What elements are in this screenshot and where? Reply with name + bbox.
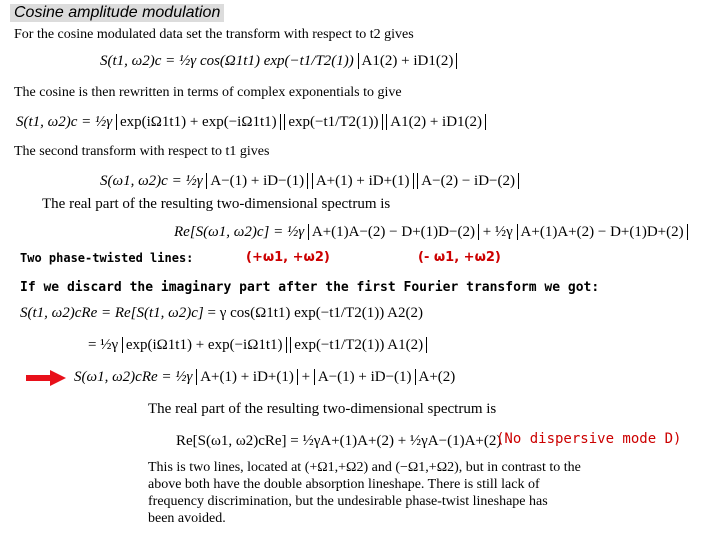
equation-3-term-a: A−(1) + iD−(1) bbox=[206, 173, 308, 189]
equation-2-mid: exp(iΩ1t1) + exp(−iΩ1t1) bbox=[116, 114, 281, 130]
equation-6-plus: + bbox=[301, 369, 311, 385]
peak-position-2: (- ω1, +ω2) bbox=[418, 250, 501, 265]
intro-text-1: For the cosine modulated data set the transform with respect to t2 gives bbox=[14, 27, 414, 42]
conclusion-line-3: frequency discrimination, but the undesirable phase-twist lineshape has bbox=[148, 494, 548, 509]
equation-6-tail: A+(2) bbox=[418, 369, 456, 385]
equation-6-term-b: A−(1) + iD−(1) bbox=[314, 369, 416, 385]
equation-5b-rhs: exp(−t1/T2(1)) A1(2) bbox=[290, 337, 427, 353]
lines-label: Two phase-twisted lines: bbox=[20, 251, 194, 265]
peak-position-1: (+ω1, +ω2) bbox=[246, 250, 330, 265]
discard-text: If we discard the imaginary part after the first Fourier transform we got: bbox=[20, 280, 600, 295]
equation-4-mid: + ½γ bbox=[482, 224, 513, 240]
equation-6 bbox=[74, 368, 455, 386]
equation-1-rhs: A1(2) + iD1(2) bbox=[358, 53, 458, 69]
equation-7: Re[S(ω1, ω2)cRe] = ½γA+(1)A+(2) + ½γA−(1)A+(2) bbox=[176, 433, 502, 449]
intro-text-2: The cosine is then rewritten in terms of complex exponentials to give bbox=[14, 85, 402, 100]
equation-6-lhs: S(ω1, ω2)cRe = ½γ bbox=[74, 369, 193, 385]
equation-5b-lhs: = ½γ bbox=[88, 337, 119, 353]
intro-text-4: The real part of the resulting two-dimensional spectrum is bbox=[42, 196, 391, 212]
equation-5a bbox=[20, 304, 423, 322]
intro-text-5: The real part of the resulting two-dimensional spectrum is bbox=[148, 401, 497, 417]
equation-1 bbox=[100, 52, 457, 70]
equation-5b-mid: exp(iΩ1t1) + exp(−iΩ1t1) bbox=[122, 337, 287, 353]
equation-3-term-c: A−(2) − iD−(2) bbox=[417, 173, 519, 189]
equation-2 bbox=[16, 113, 486, 131]
conclusion-paragraph bbox=[148, 459, 581, 527]
equation-1-lhs: S(t1, ω2)c = ½γ cos(Ω1t1) exp(−t1/T2(1)) bbox=[100, 53, 354, 69]
conclusion-line-2: above both have the double absorption lineshape. There is still lack of bbox=[148, 477, 540, 492]
equation-5b bbox=[88, 336, 427, 354]
equation-3-lhs: S(ω1, ω2)c = ½γ bbox=[100, 173, 203, 189]
slide-title: Cosine amplitude modulation bbox=[10, 4, 224, 22]
equation-3 bbox=[100, 172, 519, 190]
equation-2-lhs: S(t1, ω2)c = ½γ bbox=[16, 114, 113, 130]
right-arrow-icon bbox=[26, 370, 66, 386]
equation-5a-lhs: S(t1, ω2)cRe = Re[S(t1, ω2)c] bbox=[20, 305, 204, 321]
equation-4 bbox=[174, 223, 688, 241]
equation-4-lhs: Re[S(ω1, ω2)c] = ½γ bbox=[174, 224, 305, 240]
conclusion-line-1: This is two lines, located at (+Ω1,+Ω2) and (−Ω1,+Ω2), but in contrast to the bbox=[148, 460, 581, 475]
equation-6-term-a: A+(1) + iD+(1) bbox=[196, 369, 298, 385]
equation-4-term-a: A+(1)A−(2) − D+(1)D−(2) bbox=[308, 224, 479, 240]
equation-2-rhs: exp(−t1/T2(1)) bbox=[284, 114, 382, 130]
equation-4-term-b: A+(1)A+(2) − D+(1)D+(2) bbox=[517, 224, 688, 240]
equation-5a-rhs: = γ cos(Ω1t1) exp(−t1/T2(1)) A2(2) bbox=[207, 305, 423, 321]
intro-text-3: The second transform with respect to t1 gives bbox=[14, 144, 270, 159]
equation-3-term-b: A+(1) + iD+(1) bbox=[312, 173, 414, 189]
mode-note: (No dispersive mode D) bbox=[496, 431, 682, 447]
equation-2-tail: A1(2) + iD1(2) bbox=[386, 114, 486, 130]
conclusion-line-4: been avoided. bbox=[148, 511, 226, 526]
